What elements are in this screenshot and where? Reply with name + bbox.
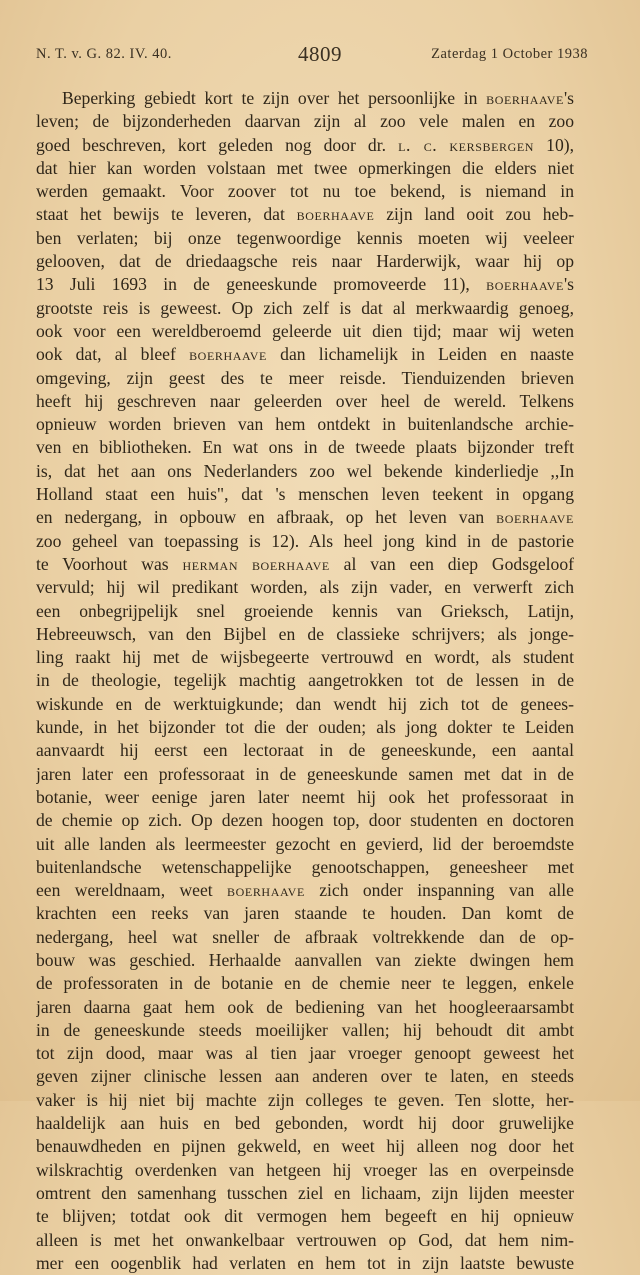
text-line: benauwdheden en pijnen gekweld, en weet hij alleen nog door het: [36, 1136, 574, 1157]
text-line: een wereldnaam, weet boerhaave zich onder inspanning van alle: [36, 880, 574, 901]
text-line: jaren daarna gaat hem ook de bediening van het hoogleeraarsambt: [36, 996, 574, 1017]
text-line: ling raakt hij met de wijsbegeerte vertrouwd en wordt, als student: [36, 647, 574, 668]
text-line: aanvaardt hij eerst een lectoraat in de geneeskunde, een aantal: [36, 740, 574, 761]
text-line: kunde, in het bijzonder tot die der ouden; als jong dokter te Leiden: [36, 717, 574, 738]
page-number: 4809: [298, 42, 342, 66]
text-line: ook voor een wereldberoemd geleerde uit dien tijd; maar wij weten: [36, 320, 574, 341]
text-line: tot zijn dood, maar was al tien jaar vroeger genoopt geweest het: [36, 1043, 574, 1064]
text-line: alleen is met het onwankelbaar vertrouwen op God, dat hem nim-: [36, 1229, 574, 1250]
text-line: gelooven, dat de driedaagsche reis naar Harderwijk, waar hij op: [36, 251, 574, 272]
text-line: bouw was geschied. Herhaalde aanvallen van ziekte dwingen hem: [36, 949, 574, 970]
text-line: ven en bibliotheken. En wat ons in de tweede plaats bijzonder treft: [36, 437, 574, 458]
text-line: Holland staat een huis", dat 's menschen leven teekent in opgang: [36, 484, 574, 505]
text-line: en nedergang, in opbouw en afbraak, op het leven van boerhaave: [36, 507, 574, 528]
text-line: 13 Juli 1693 in de geneeskunde promoveerde 11), boerhaave's: [36, 274, 574, 295]
text-line: de chemie op zich. Op dezen hoogen top, door studenten en doctoren: [36, 810, 574, 831]
text-line: zoo geheel van toepassing is 12). Als heel jong kind in de pastorie: [36, 530, 574, 551]
text-line: ook dat, al bleef boerhaave dan lichamelijk in Leiden en naaste: [36, 344, 574, 365]
text-line: een onbegrijpelijk snel groeiende kennis van Grieksch, Latijn,: [36, 600, 574, 621]
text-line: geven zijner clinische lessen aan anderen over te laten, en steeds: [36, 1066, 574, 1087]
text-line: uit alle landen als leermeester gezocht en gevierd, lid der beroemdste: [36, 833, 574, 854]
text-line: jaren later een professoraat in de geneeskunde samen met dat in de: [36, 763, 574, 784]
text-line: opnieuw worden brieven van hem ontdekt in buitenlandsche archie-: [36, 414, 574, 435]
text-line: Beperking gebiedt kort te zijn over het persoonlijke in boerhaave's: [62, 88, 574, 108]
text-line: vaker is hij niet bij machte zijn colleges te geven. Ten slotte, her-: [36, 1089, 574, 1110]
journal-citation: N. T. v. G. 82. IV. 40.: [36, 46, 172, 62]
text-line: omgeving, zijn geest des te meer reisde. Tienduizenden brieven: [36, 367, 574, 388]
text-line: haaldelijk aan huis en bed gebonden, wordt hij door gruwelijke: [36, 1113, 574, 1134]
text-line: grootste reis is geweest. Op zich zelf is dat al merkwaardig genoeg,: [36, 297, 574, 318]
text-line: in de geneeskunde steeds moeilijker vallen; hij behoudt dit ambt: [36, 1019, 574, 1040]
text-line: nedergang, heel wat sneller de afbraak voltrekkende dan de op-: [36, 926, 574, 947]
text-line: vervuld; hij wil predikant worden, als zijn vader, en verwerft zich: [36, 577, 574, 598]
text-line: te blijven; totdat ook dit vermogen hem begeeft en hij opnieuw: [36, 1206, 574, 1227]
text-line: krachten een reeks van jaren staande te houden. Dan komt de: [36, 903, 574, 924]
issue-date: Zaterdag 1 October 1938: [431, 46, 588, 62]
text-line: heeft hij geschreven naar geleerden over heel de wereld. Telkens: [36, 390, 574, 411]
text-line: de professoraten in de botanie en de chemie neer te leggen, enkele: [36, 973, 574, 994]
text-line: mer een oogenblik had verlaten en hem tot in zijn laatste bewuste: [36, 1252, 574, 1273]
text-line: goed beschreven, kort geleden nog door dr. l. c. kersbergen 10),: [36, 134, 574, 155]
text-line: in de theologie, tegelijk machtig aangetrokken tot de lessen in de: [36, 670, 574, 691]
text-line: te Voorhout was herman boerhaave al van een diep Godsgeloof: [36, 553, 574, 574]
text-line: wiskunde en de werktuigkunde; dan wendt hij zich tot de genees-: [36, 693, 574, 714]
text-line: buitenlandsche wetenschappelijke genootschappen, geneesheer met: [36, 856, 574, 877]
text-line: staat het bewijs te leveren, dat boerhaave zijn land ooit zou heb-: [36, 204, 574, 225]
text-line: werden gemaakt. Voor zoover tot nu toe bekend, is niemand in: [36, 181, 574, 202]
article-body: [36, 87, 574, 1275]
text-line: botanie, weer eenige jaren later neemt hij ook het professoraat in: [36, 786, 574, 807]
text-line: dat hier kan worden volstaan met twee opmerkingen die elders niet: [36, 157, 574, 178]
text-line: leven; de bijzonderheden daarvan zijn al zoo vele malen en zoo: [36, 111, 574, 132]
text-line: wilskrachtig overdenken van hetgeen hij vroeger las en overpeinsde: [36, 1159, 574, 1180]
text-line: Hebreeuwsch, van den Bijbel en de classieke schrijvers; als jonge-: [36, 623, 574, 644]
text-line: is, dat het aan ons Nederlanders zoo wel bekende kinderliedje ,,In: [36, 460, 574, 481]
running-header: [36, 42, 588, 68]
text-line: ben verlaten; bij onze tegenwoordige kennis moeten wij veeleer: [36, 227, 574, 248]
text-line: omtrent den samenhang tusschen ziel en lichaam, zijn lijden meester: [36, 1182, 574, 1203]
